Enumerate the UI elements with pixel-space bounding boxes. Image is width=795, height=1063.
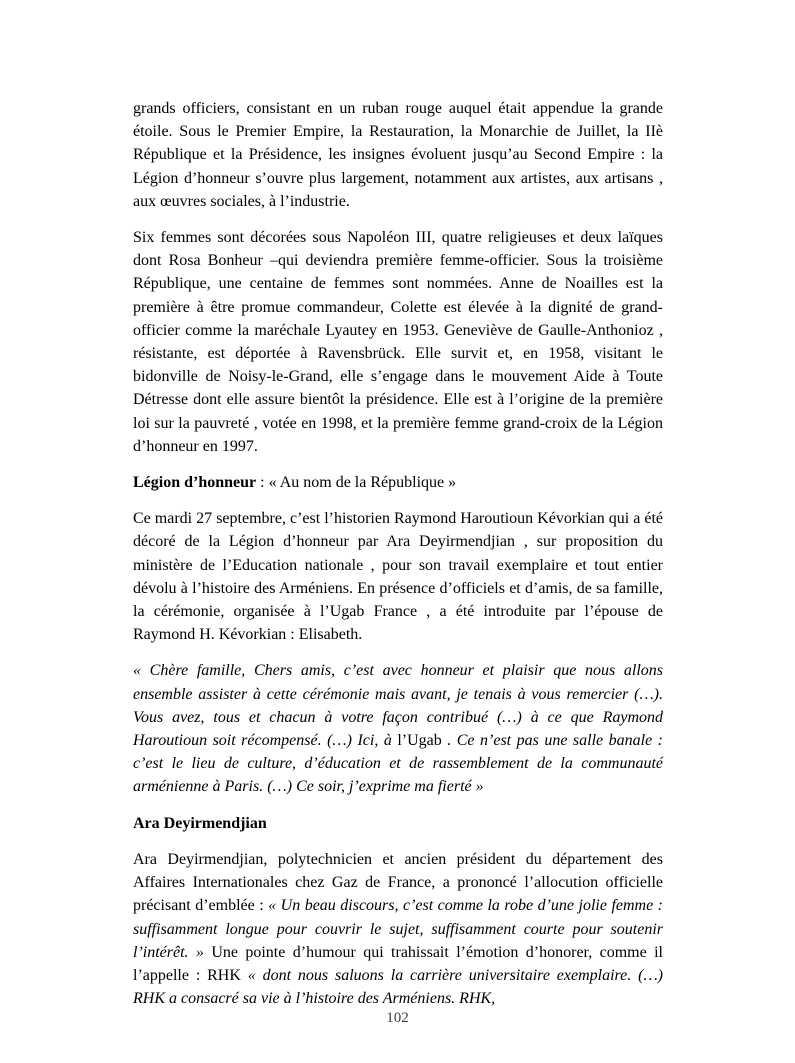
page-footer xyxy=(0,1008,795,1028)
heading-subtitle-text: : « Au nom de la République » xyxy=(256,474,457,492)
quote-text: . Ce n’est pas une salle banale : c’est le lieu de culture, d’éducation et de rassemblement de la communauté arménienne à Paris. (…) Ce soir, j’exprime ma fierté » xyxy=(133,732,663,796)
section-heading-legion-honneur xyxy=(133,471,663,494)
quote-text: « Chère famille, Chers amis, c’est avec honneur et plaisir que nous allons ensemble assister à cette cérémonie mais avant, je tenais à vous remercier (…). Vous avez, tous et chacun à votre façon contribué (…) à ce que Raymond Haroutioun soit récompensé. (…) Ici, à xyxy=(133,662,663,750)
paragraph-quote-elisabeth xyxy=(133,659,663,798)
page-text-block xyxy=(133,97,663,1023)
section-heading-ara-deyirmendjian xyxy=(133,812,663,835)
paragraph-ce-mardi xyxy=(133,507,663,646)
paragraph-text: grands officiers, consistant en un ruban rouge auquel était appendue la grande étoile. Sous le Premier Empire, la Restauration, la Monarchie de Juillet, la IIè République et la Présidence, les insignes évoluent jusqu’au Second Empire : la Légion d’honneur s’ouvre plus largement, notamment aux artistes, aux artisans , aux œuvres sociales, à l’industrie. xyxy=(133,100,663,210)
heading-bold-text: Légion d’honneur xyxy=(133,474,257,492)
paragraph-text: Six femmes sont décorées sous Napoléon III, quatre religieuses et deux laïques dont Rosa Bonheur –qui deviendra première femme-officier. Sous la troisième République, une centaine de femmes sont nommées. Anne de Noailles est la première à être promue commandeur, Colette est élevée à la dignité de grand-officier comme la maréchale Lyautey en 1953. Geneviève de Gaulle-Anthonioz , résistante, est déportée à Ravensbrück. Elle survit et, en 1958, visitant le bidonville de Noisy-le-Grand, elle s’engage dans le mouvement Aide à Toute Détresse dont elle assure bientôt la présidence. Elle est à l’origine de la première loi sur la pauvreté , votée en 1998, et la première femme grand-croix de la Légion d’honneur en 1997. xyxy=(133,229,663,455)
paragraph-text: Ara Deyirmendjian, polytechnicien et ancien président du département des Affaires Internationales chez Gaz de France, a prononcé l’allocution officielle précisant d’emblée : xyxy=(133,850,663,915)
page-number: 102 xyxy=(386,1010,409,1026)
paragraph-ara-allocution xyxy=(133,848,663,1010)
paragraph-six-femmes xyxy=(133,226,663,458)
paragraph-text: Ce mardi 27 septembre, c’est l’historien Raymond Haroutioun Kévorkian qui a été décoré de la Légion d’honneur par Ara Deyirmendjian , sur proposition du ministère de l’Education nationale , pour son travail exemplaire et tout entier dévolu à l’histoire des Arméniens. En présence d’officiels et d’amis, de sa famille, la cérémonie, organisée à l’Ugab France , a été introduite par l’épouse de Raymond H. Kévorkian : Elisabeth. xyxy=(133,510,663,644)
quote-inline-normal-text: l’Ugab xyxy=(397,732,442,750)
paragraph-text: Une pointe d’humour qui trahissait l’émotion d’honorer, comme il l’appelle : RHK xyxy=(133,943,663,984)
heading-bold-text: Ara Deyirmendjian xyxy=(133,814,267,832)
paragraph-grands-officiers xyxy=(133,97,663,213)
quote-text: « dont nous saluons la carrière universitaire exemplaire. (…) RHK a consacré sa vie à l’histoire des Arméniens. RHK, xyxy=(133,966,663,1008)
quote-text: « Un beau discours, c’est comme la robe d’une jolie femme : suffisamment longue pour couvrir le sujet, suffisamment courte pour soutenir l’intérêt. » xyxy=(133,897,664,961)
